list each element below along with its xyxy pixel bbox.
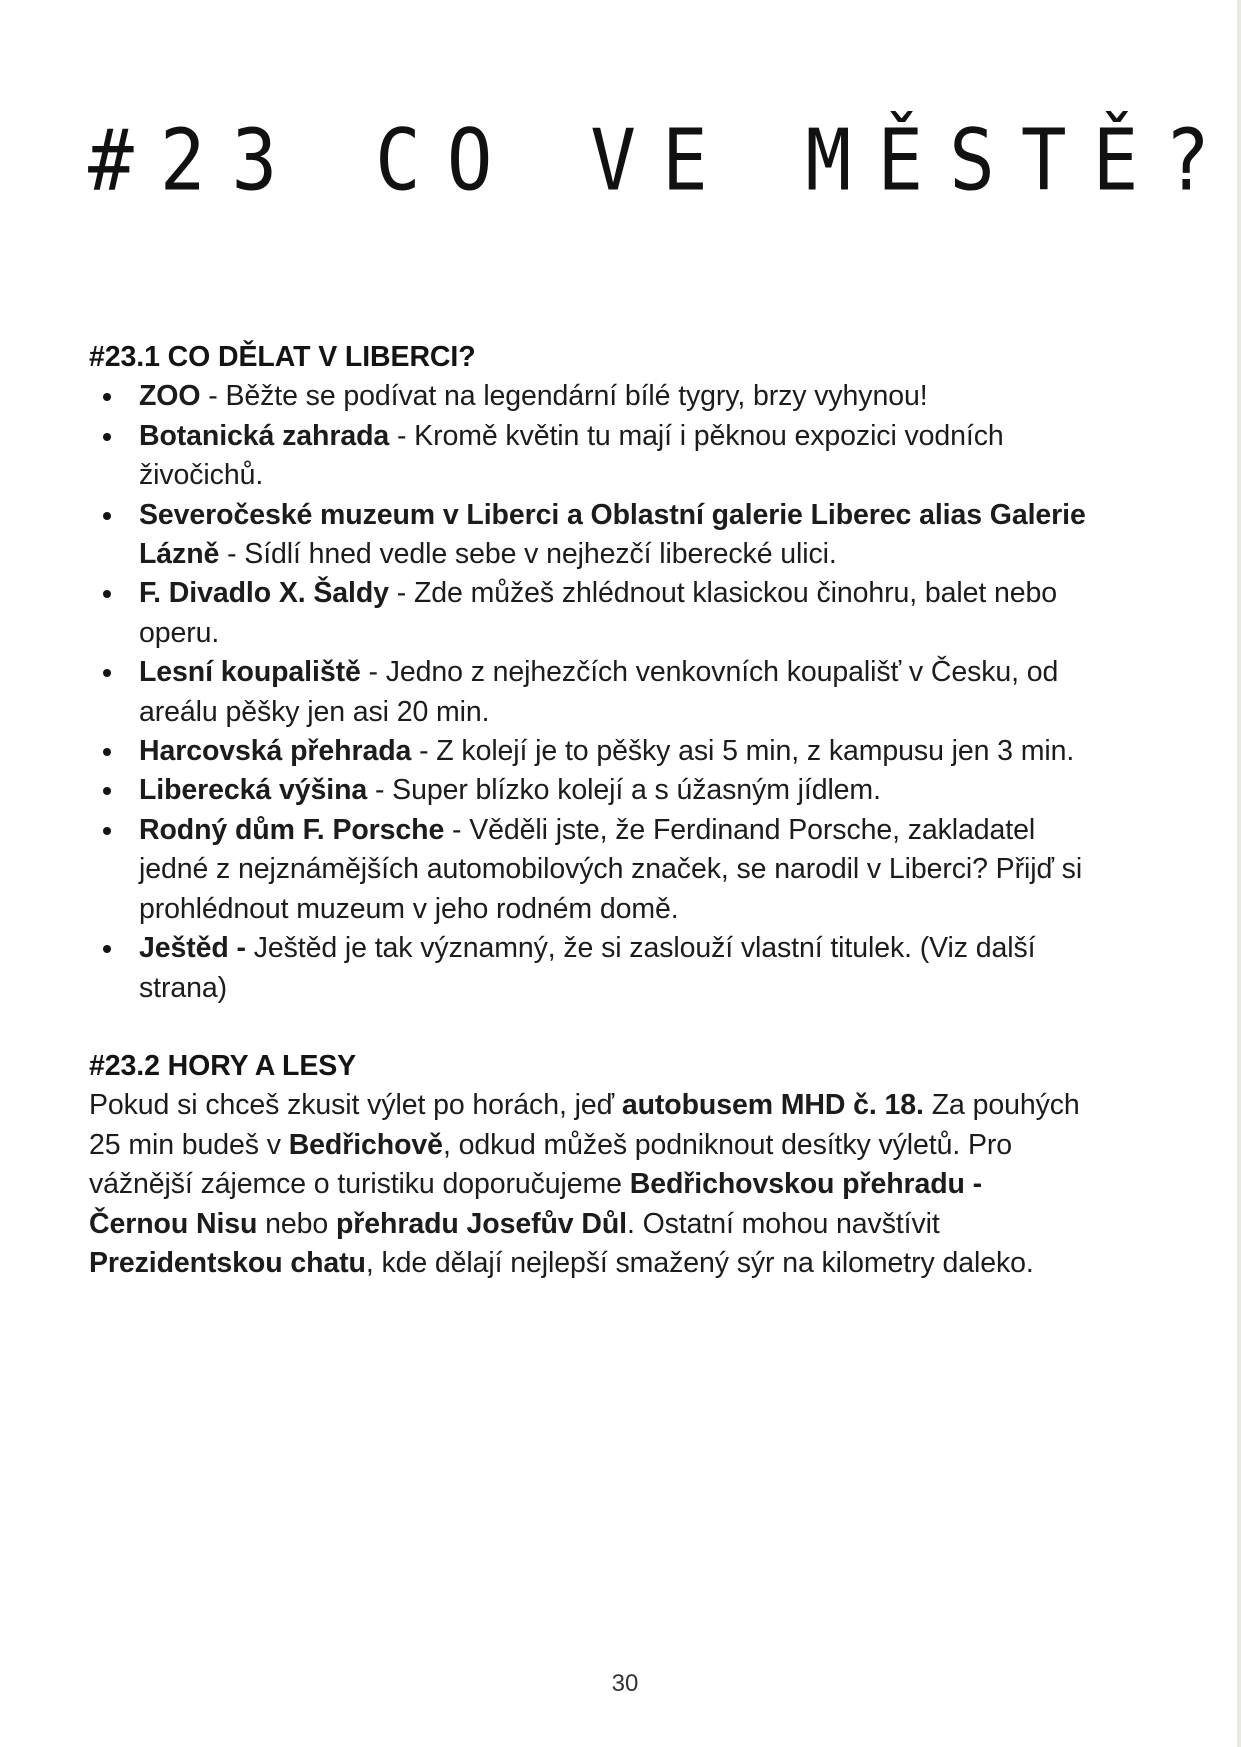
- page-title: #23 CO VE MĚSTĚ?: [88, 110, 1237, 210]
- item-description: - Věděli jste, že Ferdinand Porsche, zakladatel jedné z nejznámějších automobilových značek, se narodil v Liberci? Přijď si prohlédnout muzeum v jeho rodném domě.: [139, 813, 1083, 925]
- bullet-icon: [103, 393, 111, 401]
- paragraph-text-bold: Bedřichovskou přehradu - Černou Nisu: [89, 1168, 983, 1240]
- list-item: [89, 732, 1089, 771]
- paragraph-text-bold: Prezidentskou chatu: [89, 1246, 366, 1279]
- item-description: - Sídlí hned vedle sebe v nejhezčí liberecké ulici.: [219, 538, 837, 571]
- paragraph-text: . Ostatní mohou navštívit: [626, 1207, 940, 1240]
- item-name: Severočeské muzeum v Liberci a Oblastní galerie Liberec alias Galerie Lázně: [139, 498, 1086, 571]
- item-description: - Zde můžeš zhlédnout klasickou činohru, balet nebo operu.: [139, 577, 1058, 649]
- paragraph-text: , kde dělají nejlepší smažený sýr na kilometry daleko.: [365, 1246, 1034, 1279]
- item-description: Ještěd je tak významný, že si zaslouží vlastní titulek. (Viz další strana): [139, 932, 1036, 1004]
- bullet-icon: [103, 669, 111, 677]
- bullet-icon: [103, 945, 111, 953]
- bullet-icon: [103, 748, 111, 756]
- section-heading-things-to-do: #23.1 CO DĚLAT V LIBERCI?: [89, 341, 476, 373]
- list-item: [89, 771, 1089, 810]
- item-name: Liberecká výšina: [139, 774, 368, 807]
- item-description: - Z kolejí je to pěšky asi 5 min, z kampusu jen 3 min.: [411, 735, 1075, 768]
- item-description: - Kromě květin tu mají i pěknou expozici vodních živočichů.: [139, 419, 1004, 492]
- attractions-list: [89, 377, 1089, 1008]
- item-name: F. Divadlo X. Šaldy: [139, 577, 389, 610]
- item-description: - Super blízko kolejí a s úžasným jídlem.: [367, 774, 881, 807]
- item-description: - Běžte se podívat na legendární bílé tygry, brzy vyhynou!: [200, 380, 928, 413]
- paragraph-text-bold: přehradu Josefův Důl: [335, 1207, 627, 1240]
- bullet-icon: [103, 433, 111, 441]
- page-number: 30: [611, 1670, 639, 1697]
- list-item: [89, 929, 1089, 1008]
- item-description: - Jedno z nejhezčích venkovních koupališť v Česku, od areálu pěšky jen asi 20 min.: [139, 656, 1059, 728]
- page-content: [89, 338, 1089, 1283]
- item-name: ZOO: [139, 380, 201, 413]
- paragraph-text: Za pouhých 25 min budeš v: [89, 1089, 1080, 1161]
- item-name: Lesní koupaliště: [139, 656, 361, 689]
- item-name: Ještěd -: [139, 932, 246, 965]
- paragraph-text-bold: autobusem MHD č. 18.: [621, 1089, 924, 1122]
- paragraph-text: nebo: [257, 1207, 336, 1240]
- item-name: Botanická zahrada: [139, 419, 390, 452]
- mountains-paragraph: [89, 1086, 1089, 1283]
- section-things-to-do: [89, 338, 1089, 1008]
- list-item: [89, 811, 1089, 929]
- item-name: Rodný dům F. Porsche: [139, 813, 445, 846]
- section-mountains-forests: [89, 1047, 1089, 1283]
- bullet-icon: [103, 787, 111, 795]
- list-item: [89, 417, 1089, 496]
- section-heading-mountains-forests: #23.2 HORY A LESY: [89, 1049, 357, 1082]
- page-edge-shadow: [1237, 0, 1241, 1747]
- paragraph-text: , odkud můžeš podniknout desítky výletů. Pro vážnější zájemce o turistiku doporučujeme: [89, 1128, 1013, 1201]
- bullet-icon: [103, 827, 111, 835]
- bullet-icon: [103, 590, 111, 598]
- list-item: [89, 653, 1089, 732]
- bullet-icon: [103, 512, 111, 520]
- paragraph-text-bold: Bedřichově: [288, 1128, 443, 1161]
- paragraph-text: Pokud si chceš zkusit výlet po horách, jeď: [89, 1089, 622, 1122]
- list-item: [89, 496, 1089, 575]
- list-item: [89, 377, 1089, 416]
- item-name: Harcovská přehrada: [139, 735, 412, 768]
- list-item: [89, 574, 1089, 653]
